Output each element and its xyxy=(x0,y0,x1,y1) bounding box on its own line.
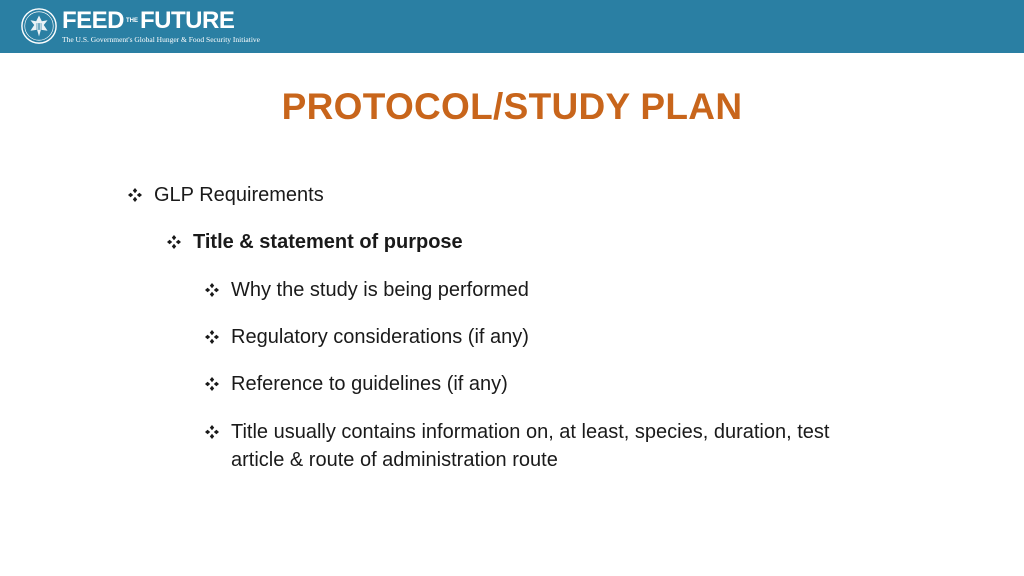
diamond-bullet-icon xyxy=(128,188,142,202)
list-item-text: Why the study is being performed xyxy=(231,279,529,301)
list-item xyxy=(205,276,529,304)
brand-feed: FEED xyxy=(62,7,125,34)
list-item-text: Regulatory considerations (if any) xyxy=(231,326,529,348)
diamond-bullet-icon xyxy=(205,377,219,391)
diamond-bullet-icon xyxy=(205,283,219,297)
list-item xyxy=(167,228,463,256)
list-item xyxy=(128,181,324,209)
brand-the: THE xyxy=(126,18,139,24)
diamond-bullet-icon xyxy=(205,425,219,439)
brand-tagline: The U.S. Government's Global Hunger & Food Security Initiative xyxy=(62,35,260,44)
header-banner xyxy=(0,0,1024,53)
list-item-text: Title usually contains information on, at least, species, duration, test article & route of administration route xyxy=(231,421,830,471)
list-item-text: Title & statement of purpose xyxy=(193,231,463,253)
diamond-bullet-icon xyxy=(167,235,181,249)
list-item-text: GLP Requirements xyxy=(154,184,324,206)
slide-title: PROTOCOL/STUDY PLAN xyxy=(281,86,743,127)
list-item xyxy=(205,323,529,351)
feed-the-future-logo xyxy=(62,8,260,45)
list-item xyxy=(205,418,845,474)
brand-future: FUTURE xyxy=(140,7,235,34)
usaid-seal-icon xyxy=(20,7,58,45)
diamond-bullet-icon xyxy=(205,330,219,344)
list-item-text: Reference to guidelines (if any) xyxy=(231,373,508,395)
list-item xyxy=(205,370,508,398)
